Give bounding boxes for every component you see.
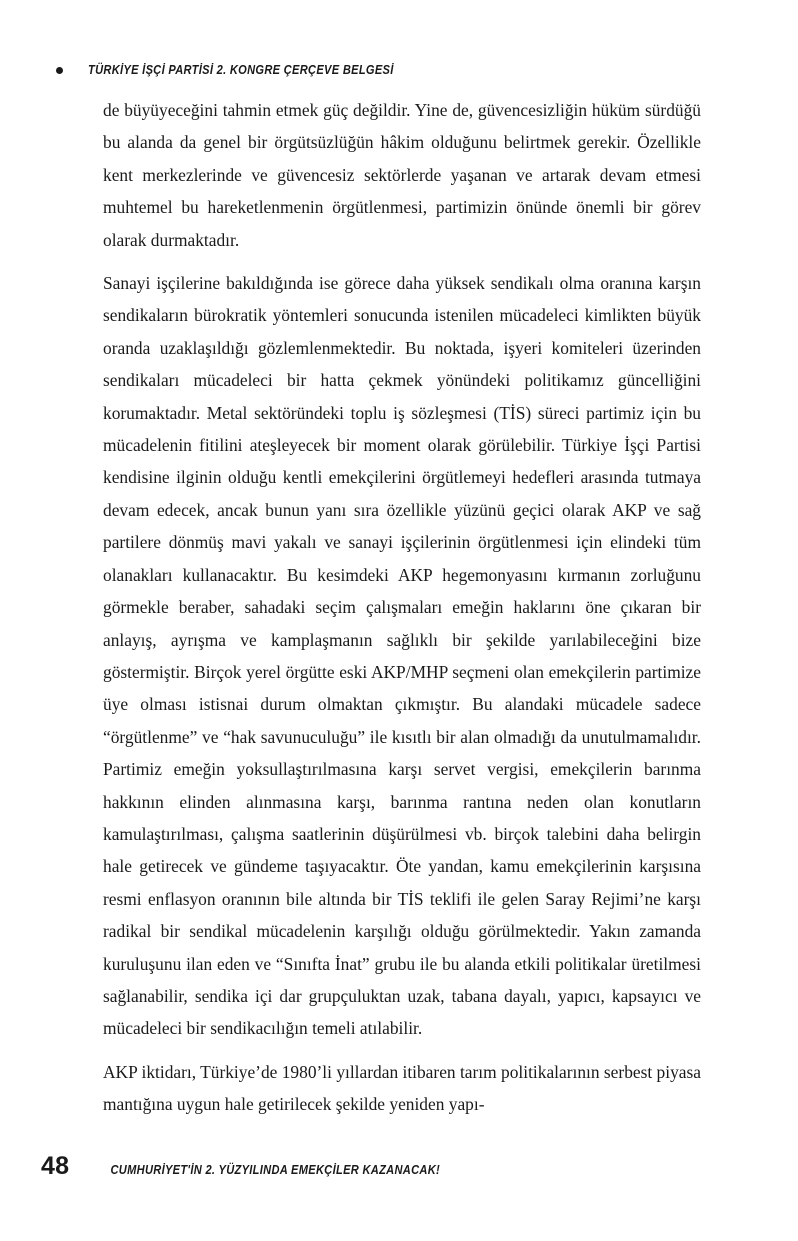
running-header <box>56 58 746 82</box>
body-paragraph: de büyüyeceğini tahmin etmek güç değildir. Yine de, güvencesizliğin hüküm sürdüğü bu alanda da genel bir örgütsüzlüğün hâkim olduğunu belirtmek gerekir. Özellikle kent merkezlerinde ve güvencesiz sektörlerde yaşanan ve artarak devam etmesi muhtemel bu hareketlenmenin örgütlenmesi, partimizin önünde önemli bir görev olarak durmaktadır. <box>103 100 701 250</box>
body-text-column <box>103 94 701 1121</box>
page-number: 48 <box>41 1152 70 1180</box>
running-footer-title: CUMHURİYET'İN 2. YÜZYILINDA EMEKÇİLER KAZANACAK! <box>110 1163 441 1177</box>
running-footer <box>41 1152 741 1181</box>
running-header-title: TÜRKİYE İŞÇİ PARTİSİ 2. KONGRE ÇERÇEVE BELGESİ <box>88 63 394 77</box>
body-paragraph: Sanayi işçilerine bakıldığında ise görece daha yüksek sendikalı olma oranına karşın sendikaların bürokratik yöntemleri sonucunda istenilen mücadeleci kimlikten büyük oranda uzaklaşıldığı gözlemlenmektedir. Bu noktada, işyeri komiteleri üzerinden sendikaları mücadeleci bir hatta çekmek yönündeki politikamız güncelliğini korumaktadır. Metal sektöründeki toplu iş sözleşmesi (TİS) süreci partimiz için bu mücadelenin fitilini ateşleyecek bir moment olarak görülebilir. Türkiye İşçi Partisi kendisine ilginin olduğu kentli emekçilerini örgütlemeyi hedefleri arasında tutmaya devam edecek, ancak bunun yanı sıra özellikle yüzünü geçici olarak AKP ve sağ partilere dönmüş mavi yakalı ve sanayi işçilerinin örgütlenmesi için elindeki tüm olanakları kullanacaktır. Bu kesimdeki AKP hegemonyasını kırmanın zorluğunu görmekle beraber, sahadaki seçim çalışmaları emeğin haklarını öne çıkaran bir anlayış, ayrışma ve kamplaşmanın sağlıklı bir şekilde yarılabileceğini bize göstermiştir. Birçok yerel örgütte eski AKP/MHP seçmeni olan emekçilerin partimize üye olması istisnai durum olmaktan çıkmıştır. Bu alandaki mücadele sadece “örgütlenme” ve “hak savunuculuğu” ile kısıtlı bir alan olmadığı da unutulmamalıdır. Partimiz emeğin yoksullaştırılmasına karşı servet vergisi, emekçilerin barınma hakkının elinden alınmasına karşı, barınma rantına neden olan konutların kamulaştırılması, çalışma saatlerinin düşürülmesi vb. birçok talebini daha belirgin hale getirecek ve gündeme taşıyacaktır. Öte yandan, kamu emekçilerinin karşısına resmi enflasyon oranının bile altında bir TİS teklifi ile gelen Saray Rejimi’ne karşı radikal bir sendikal mücadelenin karşılığı olduğu görülmektedir. Yakın zamanda kuruluşunu ilan eden ve “Sınıfta İnat” grubu ile bu alanda etkili politikalar üretilmesi sağlanabilir, sendika içi dar grupçuluktan uzak, tabana dayalı, yapıcı, kapsayıcı ve mücadeleci bir sendikacılığın temeli atılabilir. <box>103 273 701 1039</box>
body-paragraph: AKP iktidarı, Türkiye’de 1980’li yıllardan itibaren tarım politikalarının serbest piyasa mantığına uygun hale getirilecek şekilde yeniden yapı- <box>103 1061 701 1115</box>
bullet-icon <box>56 67 63 74</box>
